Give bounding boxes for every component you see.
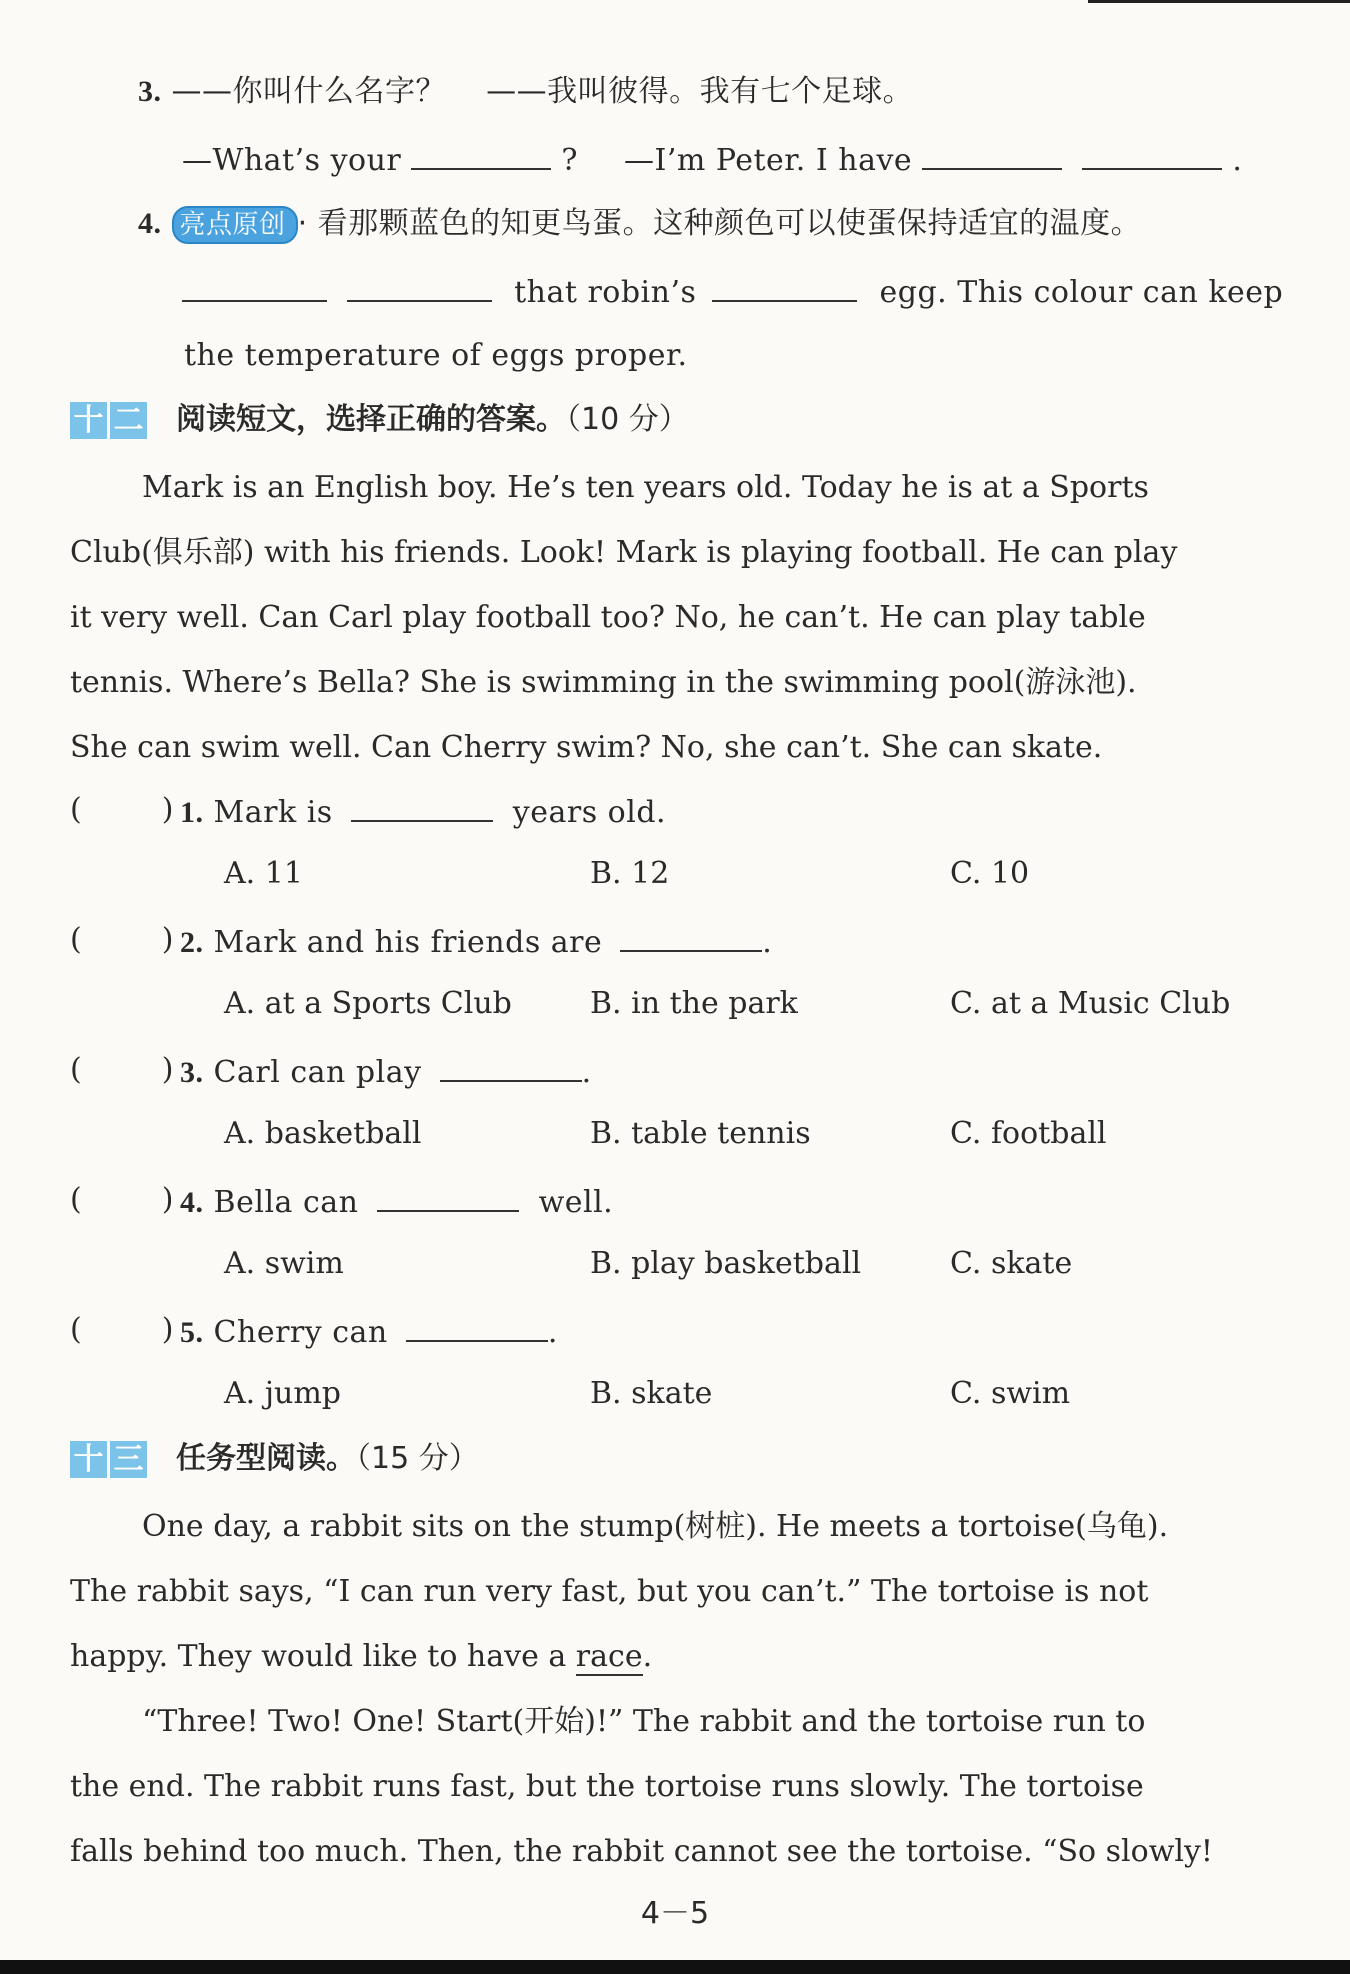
section-12-title <box>176 401 689 439</box>
question-blank <box>620 922 762 952</box>
q3-blank-2[interactable] <box>922 140 1062 170</box>
answer-parenthesis[interactable]: ( ) <box>70 1312 174 1347</box>
answer-parenthesis[interactable]: ( ) <box>70 792 174 827</box>
question-blank <box>351 792 493 822</box>
section-12-points: （10 分） <box>566 402 689 437</box>
q4-en-mid: that robin’s <box>514 275 697 310</box>
option-c[interactable]: C. at a Music Club <box>950 986 1231 1021</box>
passage-line: falls behind too much. Then, the rabbit cannot see the tortoise. “So slowly! <box>70 1834 1213 1869</box>
passage-line: tennis. Where’s Bella? She is swimming in the swimming pool(游泳池). <box>70 665 1137 700</box>
section-13-icon-char-1: 十 <box>70 1441 107 1478</box>
passage-line: it very well. Can Carl play football too? No, he can’t. He can play table <box>70 600 1146 635</box>
answer-parenthesis[interactable]: ( ) <box>70 922 174 957</box>
q3-en-qmark: ? <box>561 143 578 178</box>
q4-english-line-2: the temperature of eggs proper. <box>184 338 688 373</box>
section-13-points: （15 分） <box>356 1441 479 1476</box>
q3-chinese-line <box>138 74 913 110</box>
option-c[interactable]: C. 10 <box>950 856 1030 891</box>
question-number: 1. <box>180 796 204 829</box>
question-text: Carl can play <box>213 1055 422 1090</box>
section-13-passage <box>70 1494 1295 1884</box>
passage-line: the end. The rabbit runs fast, but the tortoise runs slowly. The tortoise <box>70 1769 1144 1804</box>
q4-cn-sentence: 看那颗蓝色的知更鸟蛋。这种颜色可以使蛋保持适宜的温度。 <box>317 206 1142 241</box>
passage-line: She can swim well. Can Cherry swim? No, she can’t. She can skate. <box>70 730 1103 765</box>
question-text: Bella can <box>213 1185 359 1220</box>
q4-blank-1[interactable] <box>182 272 327 302</box>
q4-chinese-line: 4. 亮点原创 · 看那颗蓝色的知更鸟蛋。这种颜色可以使蛋保持适宜的温度。 <box>138 206 1141 244</box>
q3-en-question: —What’s your <box>182 143 402 178</box>
option-b[interactable]: B. in the park <box>590 986 798 1021</box>
option-a[interactable]: A. at a Sports Club <box>224 986 512 1021</box>
passage-text: . <box>642 1639 653 1674</box>
passage-line: One day, a rabbit sits on the stump(树桩). He meets a tortoise(乌龟). <box>142 1509 1169 1544</box>
page-number: 4－5 <box>640 1896 710 1931</box>
q4-blank-2[interactable] <box>347 272 492 302</box>
q4-number: 4. <box>138 207 162 240</box>
section-12-icon <box>70 402 147 439</box>
q4-en-end: egg. This colour can keep <box>879 275 1284 310</box>
section-13-title-text: 任务型阅读。 <box>176 1441 356 1476</box>
section-12-icon-char-2: 二 <box>110 402 147 439</box>
bottom-border <box>0 1960 1350 1974</box>
q4-english-line-1 <box>182 272 1283 311</box>
answer-parenthesis[interactable]: ( ) <box>70 1052 174 1087</box>
original-highlight-badge: 亮点原创 <box>172 206 298 244</box>
option-b[interactable]: B. play basketball <box>590 1246 862 1281</box>
q3-blank-1[interactable] <box>411 140 551 170</box>
question-blank <box>406 1312 548 1342</box>
q3-blank-3[interactable] <box>1082 140 1222 170</box>
passage-line: “Three! Two! One! Start(开始)!” The rabbit and the tortoise run to <box>142 1704 1146 1739</box>
question-text: Cherry can <box>213 1315 388 1350</box>
question-blank <box>440 1052 582 1082</box>
top-rule <box>1088 0 1350 3</box>
section-12-title-text: 阅读短文，选择正确的答案。 <box>176 402 566 437</box>
q4-blank-3[interactable] <box>712 272 857 302</box>
q3-cn-answer: ——我叫彼得。我有七个足球。 <box>486 74 914 109</box>
answer-parenthesis[interactable]: ( ) <box>70 1182 174 1217</box>
question-number: 2. <box>180 926 204 959</box>
question-text-after: well. <box>538 1185 614 1220</box>
option-b[interactable]: B. table tennis <box>590 1116 811 1151</box>
question-number: 4. <box>180 1186 204 1219</box>
question-text-after: years old. <box>512 795 667 830</box>
question-blank <box>377 1182 519 1212</box>
passage-line <box>70 1624 1295 1689</box>
passage-line: Club(俱乐部) with his friends. Look! Mark is playing football. He can play <box>70 535 1178 570</box>
q3-en-answer: —I’m Peter. I have <box>623 143 913 178</box>
option-c[interactable]: C. swim <box>950 1376 1071 1411</box>
option-b[interactable]: B. skate <box>590 1376 713 1411</box>
question-number: 3. <box>180 1056 204 1089</box>
question-text-after: . <box>547 1315 558 1350</box>
q3-en-period: . <box>1232 143 1243 178</box>
question-text-after: . <box>762 925 773 960</box>
option-c[interactable]: C. skate <box>950 1246 1073 1281</box>
option-a[interactable]: A. 11 <box>224 856 303 891</box>
section-13-icon-char-2: 三 <box>110 1441 147 1478</box>
question-text: Mark is <box>213 795 333 830</box>
section-13-title <box>176 1440 479 1478</box>
section-12-passage <box>70 455 1295 780</box>
option-c[interactable]: C. football <box>950 1116 1107 1151</box>
question-text-after: . <box>581 1055 592 1090</box>
q3-english-line <box>182 140 1242 179</box>
question-number: 5. <box>180 1316 204 1349</box>
passage-line: Mark is an English boy. He’s ten years old. Today he is at a Sports <box>142 470 1149 505</box>
passage-line: The rabbit says, “I can run very fast, but you can’t.” The tortoise is not <box>70 1574 1149 1609</box>
underlined-word-race: race <box>575 1639 643 1674</box>
q3-number: 3. <box>138 75 162 108</box>
question-text: Mark and his friends are <box>213 925 603 960</box>
section-12-icon-char-1: 十 <box>70 402 107 439</box>
option-a[interactable]: A. basketball <box>224 1116 422 1151</box>
section-13-icon <box>70 1441 147 1478</box>
option-b[interactable]: B. 12 <box>590 856 670 891</box>
option-a[interactable]: A. jump <box>224 1376 342 1411</box>
q3-cn-question: ——你叫什么名字？ <box>171 74 447 109</box>
passage-text: happy. They would like to have a <box>70 1639 576 1674</box>
option-a[interactable]: A. swim <box>224 1246 344 1281</box>
